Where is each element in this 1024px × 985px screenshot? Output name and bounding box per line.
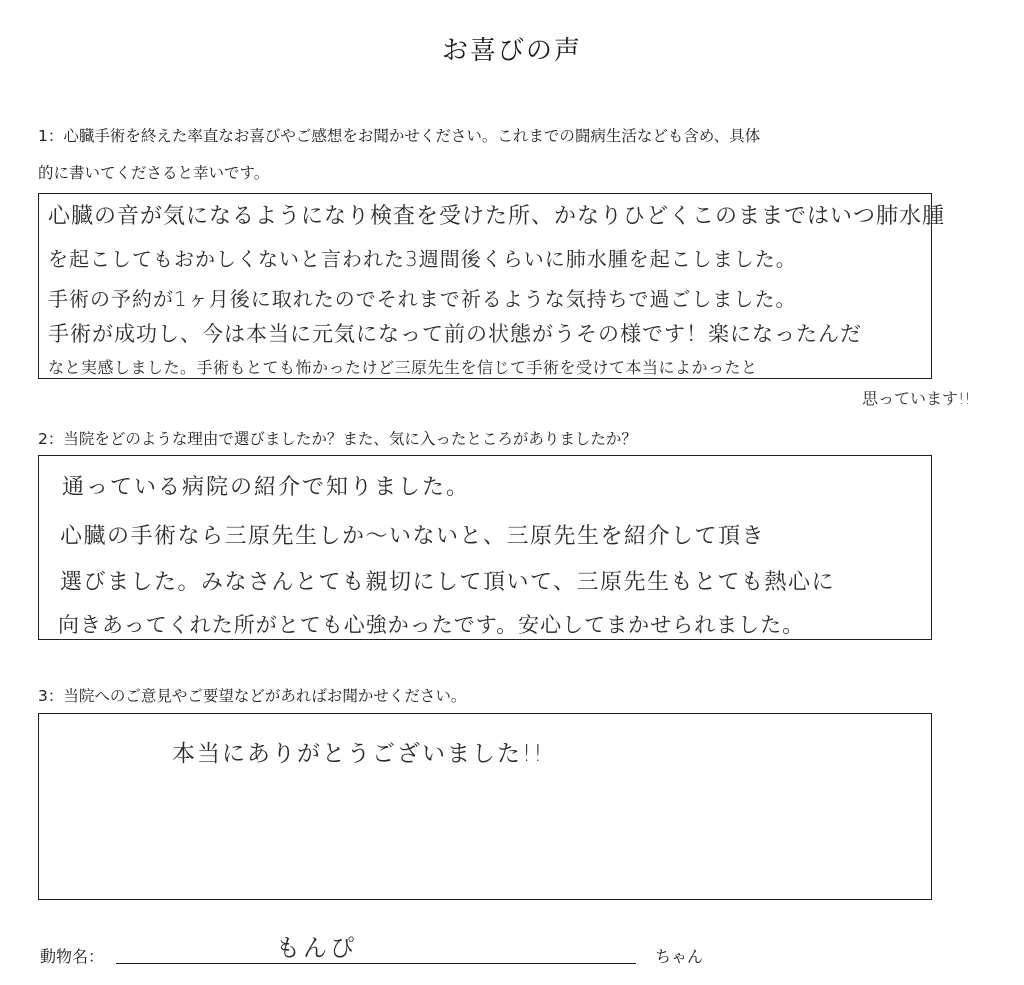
question-1-line1: 1：心臓手術を終えた率直なお喜びやご感想をお聞かせください。これまでの闘病生活なども含め、具体: [38, 127, 761, 145]
answer-1-line: なと実感しました。手術もとても怖かったけど三原先生を信じて手術を受けて本当によかったと: [48, 358, 758, 377]
answer-1-line: 手術の予約が1ヶ月後に取れたのでそれまで祈るような気持ちで過ごしました。: [48, 287, 797, 311]
question-3: 3：当院へのご意見やご要望などがあればお聞かせください。: [38, 687, 467, 705]
page-title: お喜びの声: [441, 36, 582, 66]
animal-name-label: 動物名：: [40, 947, 105, 966]
question-2: 2：当院をどのような理由で選びましたか？また、気に入ったところがありましたか？: [38, 430, 637, 448]
answer-3-line: 本当にありがとうございました!!: [172, 741, 545, 767]
answer-2-line: 選びました。みなさんとても親切にして頂いて、三原先生もとても熱心に: [60, 570, 836, 595]
answer-1-line: 思っています!!: [862, 389, 971, 408]
answer-2-line: 心臓の手術なら三原先生しか〜いないと、三原先生を紹介して頂き: [60, 524, 766, 549]
answer-1-line: 心臓の音が気になるようになり検査を受けた所、かなりひどくこのままではいつ肺水腫: [48, 204, 946, 229]
animal-name-value: もんぴ: [276, 934, 357, 962]
answer-2-line: 向きあってくれた所がとても心強かったです。安心してまかせられました。: [58, 613, 805, 637]
answer-1-line: 手術が成功し、今は本当に元気になって前の状態がうその様です！楽になったんだ: [48, 322, 862, 346]
answer-1-line: を起こしてもおかしくないと言われた3週間後くらいに肺水腫を起こしました。: [48, 247, 797, 271]
animal-name-underline: [116, 963, 636, 964]
answer-2-line: 通っている病院の紹介で知りました。: [62, 475, 471, 500]
animal-name-suffix: ちゃん: [655, 947, 704, 966]
question-1-line2: 的に書いてくださると幸いです。: [38, 164, 270, 182]
